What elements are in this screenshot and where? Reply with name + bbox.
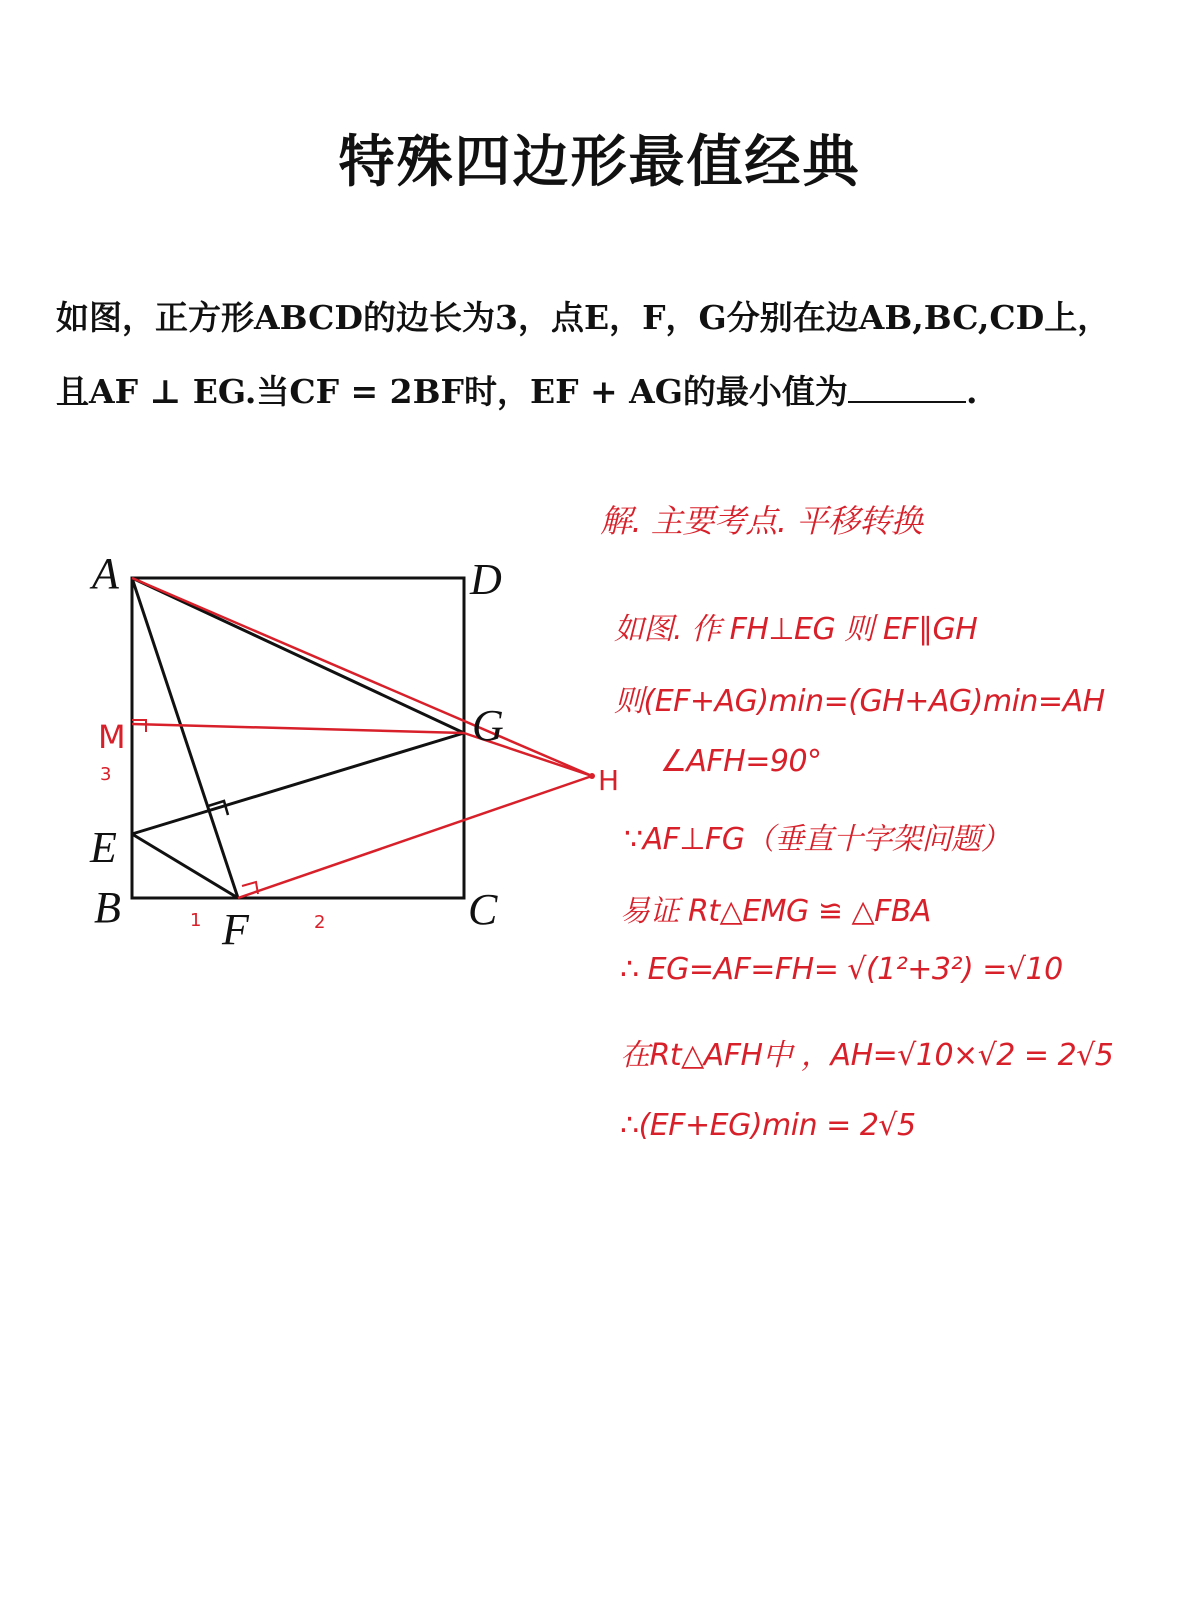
point-h-dot [589, 773, 595, 779]
problem-line-2-text: 且AF ⊥ EG.当CF = 2BF时，EF + AG的最小值为 [56, 372, 848, 411]
mark-mb: 3 [100, 764, 112, 785]
segment-eg [132, 733, 464, 834]
label-c: C [468, 885, 498, 934]
segment-af [132, 578, 238, 898]
solution-step-4: ∵AF⊥FG（垂直十字架问题） [624, 822, 1011, 857]
label-b: B [94, 883, 121, 932]
label-a: A [92, 549, 119, 598]
label-g: G [472, 701, 504, 750]
solution-step-5: 易证 Rt△EMG ≌ △FBA [620, 894, 931, 929]
segment-ag [132, 578, 464, 733]
segment-fh [238, 776, 592, 898]
problem-line-1: 如图，正方形ABCD的边长为3，点E，F，G分别在边AB,BC,CD上， [56, 298, 1111, 337]
label-f: F [222, 905, 249, 954]
square-abcd [132, 578, 464, 898]
segment-ah [132, 578, 592, 776]
label-h: H [598, 764, 620, 797]
right-angle-mark-m [132, 720, 146, 732]
solution-step-8: ∴(EF+EG)min = 2√5 [620, 1108, 916, 1143]
label-m: M [98, 718, 126, 756]
mark-bf: 1 [190, 910, 202, 931]
page-title: 特殊四边形最值经典 [338, 129, 861, 195]
solution-step-2: 则(EF+AG)min=(GH+AG)min=AH [614, 684, 1105, 719]
mark-fc: 2 [314, 912, 326, 933]
problem-line-2-end: . [965, 372, 978, 411]
segment-ef [132, 834, 238, 898]
solution-step-3: ∠AFH=90° [660, 744, 822, 779]
solution-step-6: ∴ EG=AF=FH= √(1²+3²) =√10 [620, 952, 1063, 987]
solution-step-7: 在Rt△AFH中 ，AH=√10×√2 = 2√5 [620, 1038, 1114, 1073]
solution-heading: 解. 主要考点. 平移转换 [600, 502, 923, 540]
solution-step-1: 如图. 作 FH⊥EG 则 EF∥GH [614, 612, 978, 647]
label-d: D [470, 555, 502, 604]
label-e: E [90, 823, 117, 872]
